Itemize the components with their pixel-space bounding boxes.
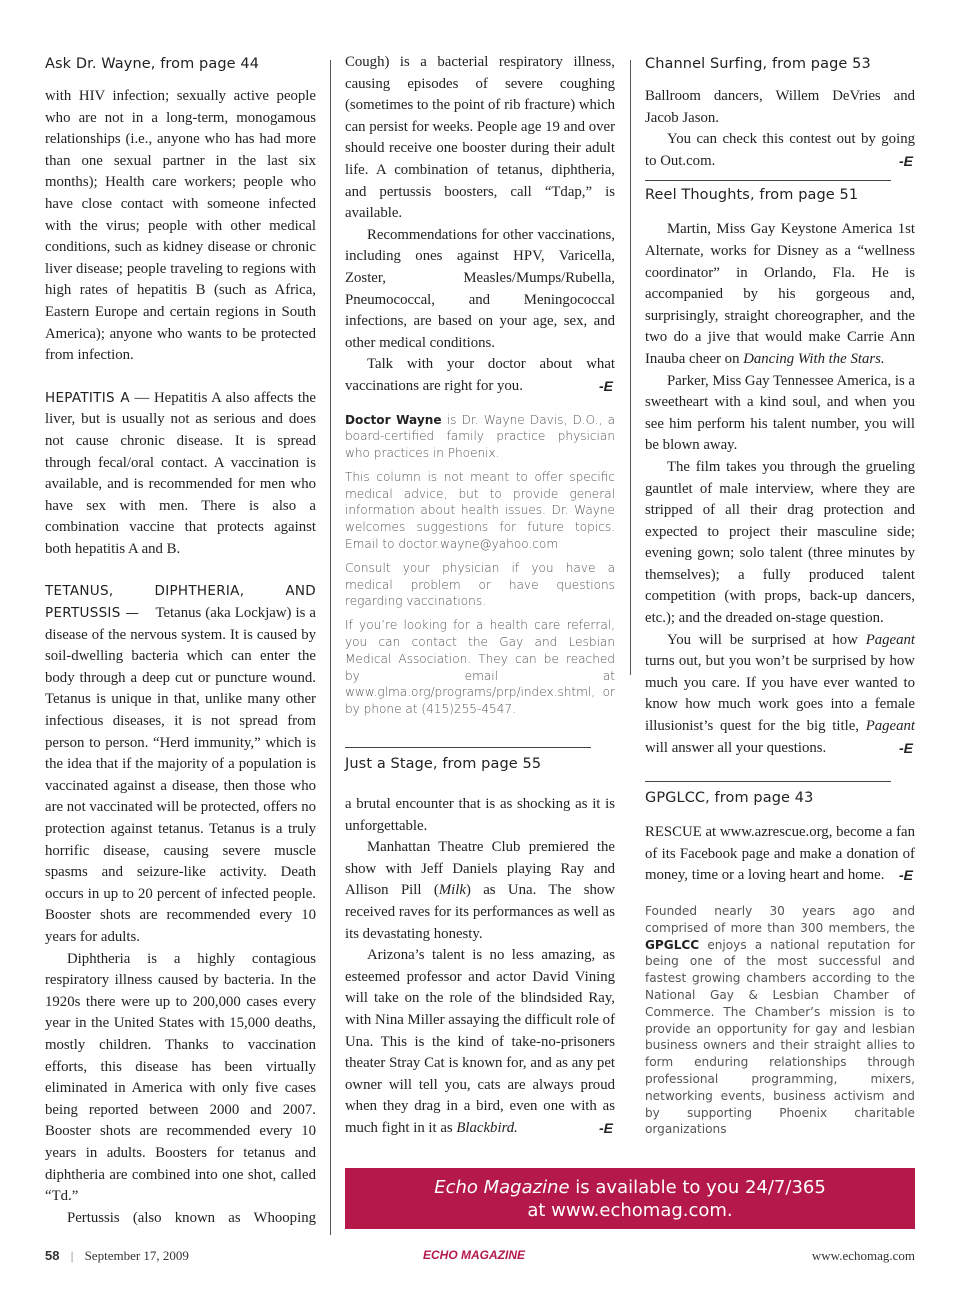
paragraph: You can check this contest out by going to Out.com. -E xyxy=(645,129,915,172)
author-signature: -E xyxy=(599,377,613,394)
subheading: TETANUS, DIPHTHERIA, AND PERTUSSIS — xyxy=(45,583,316,622)
paragraph: TETANUS, DIPHTHERIA, AND PERTUSSIS — Tetanus (aka Lockjaw) is a disease of the nervous system. It is caused by soil-dwelling bacteria which can enter the body through a deep cut or puncture wound. Tetanus is unique in that, unlike many other infectious diseases, it is not spread from person to person. “Herd immunity,” which is the idea that if the majority of a population is vaccinated against a disease, then those who are not vaccinated will be protected, offers no protection against tetanus. Tetanus is a truly horrific disease, causing severe muscle spasms and seizure-like activity. Death occurs in up to 20 percent of infected people. Booster shots are recommended every 10 years for adults. xyxy=(45,583,316,945)
website-link[interactable]: www.echomag.com xyxy=(811,1248,915,1263)
author-signature: -E xyxy=(899,739,913,756)
paragraph: Recommendations for other vaccinations, including ones against HPV, Varicella, Zoster, Measles/Mumps/Rubella, Pneumococcal, and Meningococcal infections, are based on your age, sex, and other medical conditions. xyxy=(345,226,615,351)
section-heading: Ask Dr. Wayne, from page 44 xyxy=(45,56,260,72)
page-footer: 58 | September 17, 2009 ECHO MAGAZINE www.echomag.com xyxy=(45,1248,915,1263)
paragraph: Arizona’s talent is no less amazing, as esteemed professor and actor David Vining will take on the role of the blindsided Ray, with Nina Miller assaying the difficult role of Una. This is the kind of take-no-prisoners theater Stray Cat is known for, and as any pet owner will tell you, cats are always proud when they drag in a bird, even one with as much fight in it as Blackbird. -E xyxy=(345,945,615,1139)
banner-magazine-name: Echo Magazine xyxy=(434,1177,570,1198)
referral-note: If you’re looking for a health care referral, you can contact the Gay and Lesbian Medical Association. They can be reached by email at www.glma.org/programs/prp/index.shtml, or by phone at (415)255-4547. xyxy=(345,618,615,717)
author-bio: Doctor Wayne is Dr. Wayne Davis, D.O., a board-certified family practice physician who practices in Phoenix. xyxy=(345,412,615,461)
paragraph: The film takes you through the grueling gauntlet of male interview, where they are stripped of all their drag protection and expected to project their masculine side; evening gown; solo talent (three minutes by themselves); a fully produced talent competition (with props, back-up dancers, etc.); and the dreaded on-stage question. xyxy=(645,458,915,627)
section-heading: Channel Surfing, from page 53 xyxy=(645,56,871,72)
paragraph: a brutal encounter that is as shocking as it is unforgettable. xyxy=(345,796,615,834)
paragraph: RESCUE at www.azrescue.org, become a fan of its Facebook page and make a donation of money, time or a loving heart and home. -E xyxy=(645,822,915,887)
promo-banner: Echo Magazine is available to you 24/7/365 at www.echomag.com. xyxy=(345,1168,915,1229)
disclaimer: Consult your physician if you have a medical problem or have questions regarding vaccinations. xyxy=(345,560,615,609)
disclaimer: This column is not meant to offer specific medical advice, but to provide general information about health issues. Dr. Wayne welcomes suggestions for future topics. Email to doctor.wayne@yahoo.com xyxy=(345,469,615,552)
section-heading: GPGLCC, from page 43 xyxy=(645,790,814,807)
paragraph: Pertussis (also known as Whooping xyxy=(67,1209,316,1226)
column-divider xyxy=(630,60,631,675)
column-divider xyxy=(330,60,331,1235)
paragraph: HEPATITIS A — Hepatitis A also affects the liver, but is usually not as serious and does not cause chronic disease. It is spread through fecal/oral contact. A vaccination is available, and is recommended for men who have sex with men. There is also a combination vaccine that protects against both hepatitis A and B. xyxy=(45,389,316,557)
magazine-logo: ECHO MAGAZINE xyxy=(423,1248,525,1262)
issue-date: September 17, 2009 xyxy=(84,1248,189,1263)
author-signature: -E xyxy=(599,1119,613,1136)
paragraph: Ballroom dancers, Willem DeVries and Jacob Jason. xyxy=(645,88,915,126)
paragraph: with HIV infection; sexually active people who are not in a long-term, monogamous relationships (i.e., anyone who has had more than one sexual partner in the last six months); Health care workers; people who have close contact with someone infected with the virus; people with other medical conditions, such as kidney disease or chronic liver disease; people traveling to regions with high rates of hepatitis B (such as Africa, Eastern Europe and certain regions in South America); anyone who wants to be protected from infection. xyxy=(45,88,316,364)
paragraph: Martin, Miss Gay Keystone America 1st Alternate, works for Disney as a “wellness coordinator” in Orlando, Fla. He is accompanied by his gorgeous and, surprisingly, straight choreographer, and the two do a jive that would make Carrie Ann Inauba cheer on Dancing With the Stars. xyxy=(645,221,915,367)
section-heading: Reel Thoughts, from page 51 xyxy=(645,187,859,204)
gpglcc-blurb: Founded nearly 30 years ago and comprised of more than 300 members, the GPGLCC enjoys a national reputation for being one of the most successful and fastest growing chambers according to the National Gay & Lesbian Chamber of Commerce. The Chamber’s mission is to provide an opportunity for gay and lesbian business owners and their straight allies to form enduring relationships through professional programming, mixers, networking events, business activism and by supporting Phoenix charitable organizations xyxy=(645,904,915,1137)
subheading: HEPATITIS A xyxy=(45,389,130,406)
paragraph: Talk with your doctor about what vaccinations are right for you. -E xyxy=(345,354,615,397)
paragraph: Cough) is a bacterial respiratory illness, causing episodes of severe coughing (sometimes to the point of rib fracture) which can persist for weeks. People age 19 and over should receive one booster during their adult life. A combination of tetanus, diphtheria, and pertussis boosters, call “Tdap,” is available. xyxy=(345,54,615,222)
paragraph: Manhattan Theatre Club premiered the show with Jeff Daniels playing Ray and Allison Pill (Milk) as Una. The show received raves for its performances as well as its devastating honesty. xyxy=(345,839,615,942)
paragraph: Diphtheria is a highly contagious respiratory illness caused by bacteria. In the 1920s there were up to 200,000 cases every year in the United States with 15,000 deaths, mostly children. Thanks to vaccination efforts, this disease has been virtually eliminated in America with only five cases being reported between 2000 and 2007. Booster shots are recommended every 10 years in adults. Boosters for tetanus and diphtheria are combined into one shot, called “Td.” xyxy=(45,950,316,1205)
author-signature: -E xyxy=(899,152,913,169)
section-rule xyxy=(645,180,891,181)
column-3 xyxy=(645,52,915,1138)
paragraph: Parker, Miss Gay Tennessee America, is a sweetheart with a kind soul, and when you see him perform his talent number, you will be blown away. xyxy=(645,372,915,454)
column-2 xyxy=(345,52,615,1140)
section-heading: Just a Stage, from page 55 xyxy=(345,756,542,773)
page-number: 58 xyxy=(45,1248,60,1263)
section-rule xyxy=(645,781,891,782)
section-rule xyxy=(345,747,591,748)
author-signature: -E xyxy=(899,867,913,884)
banner-url[interactable]: at www.echomag.com. xyxy=(527,1200,733,1221)
column-1 xyxy=(45,52,316,1229)
paragraph: You will be surprised at how Pageant turns out, but you won’t be surprised by how much you care. If you have ever wanted to know how much work goes into a female illusionist’s quest for the big title, Pageant will answer all your questions. -E xyxy=(645,630,915,760)
